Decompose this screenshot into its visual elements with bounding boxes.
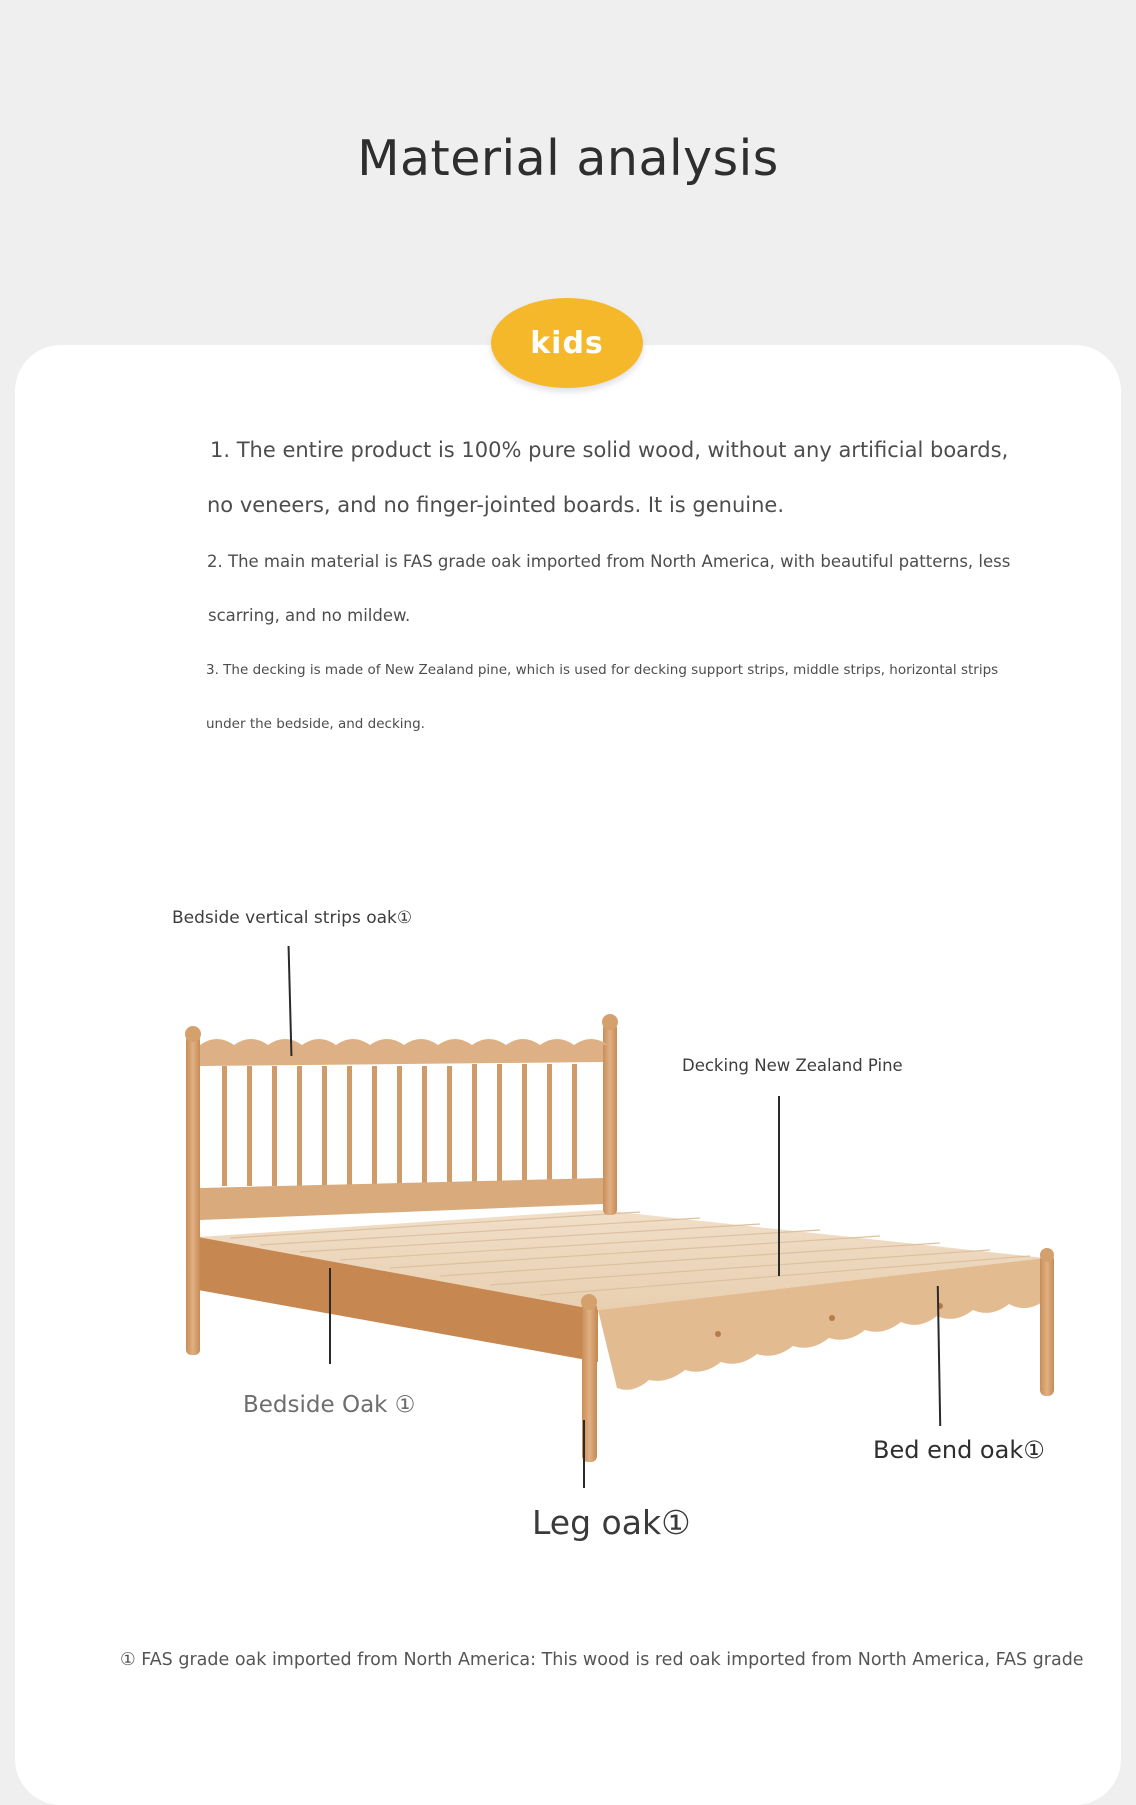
label-decking: Decking New Zealand Pine — [682, 1056, 903, 1075]
paragraph-3-line-2: under the bedside, and decking. — [206, 716, 425, 732]
callout-line-leg — [583, 1420, 585, 1488]
paragraph-2-line-1: 2. The main material is FAS grade oak imported from North America, with beautiful patterns, less — [207, 552, 1011, 571]
callout-line-bedside — [329, 1268, 331, 1364]
paragraph-3-line-1: 3. The decking is made of New Zealand pine, which is used for decking support strips, middle strips, horizontal strips — [206, 662, 999, 678]
paragraph-1-line-1: 1. The entire product is 100% pure solid wood, without any artificial boards, — [210, 438, 1009, 462]
paragraph-2-line-2: scarring, and no mildew. — [208, 606, 411, 625]
kids-badge: kids — [491, 298, 643, 388]
label-leg: Leg oak① — [532, 1503, 691, 1542]
label-bed-end: Bed end oak① — [873, 1436, 1045, 1464]
callout-line-decking — [778, 1096, 780, 1276]
paragraph-1-line-2: no veneers, and no finger-jointed boards. It is genuine. — [207, 493, 785, 517]
page-title: Material analysis — [357, 130, 779, 187]
footnote: ① FAS grade oak imported from North America: This wood is red oak imported from North America, FAS grade — [120, 1650, 1084, 1670]
label-headboard-strips: Bedside vertical strips oak① — [172, 908, 413, 928]
label-bedside: Bedside Oak ① — [243, 1392, 416, 1418]
